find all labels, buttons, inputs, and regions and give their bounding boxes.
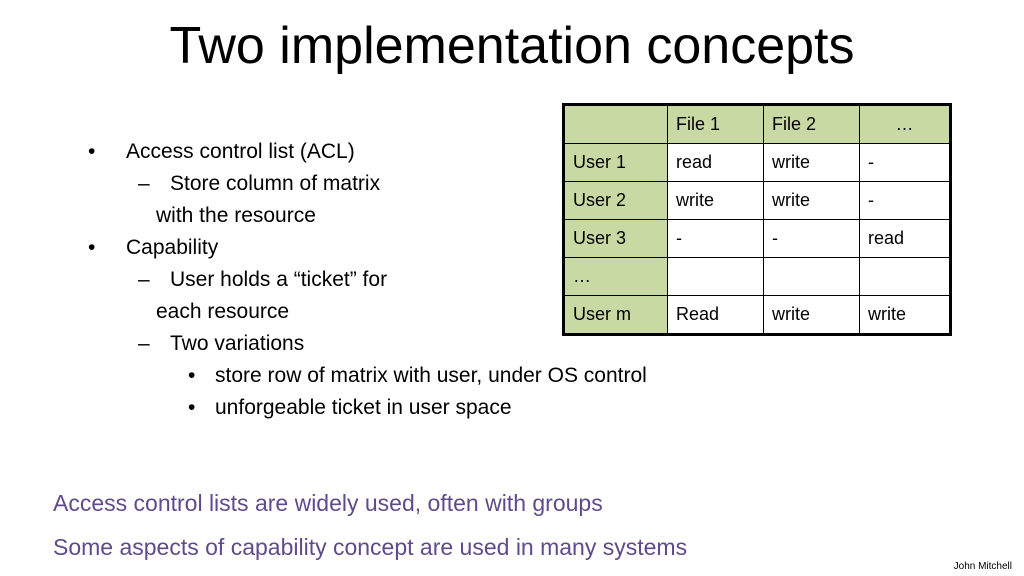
row-header-user-1: User 1 [564,144,668,182]
bullet-mark: • [88,236,96,259]
table-cell: - [860,182,951,220]
table-row [564,144,951,182]
table-corner-cell [564,105,668,144]
row-header-user-3: User 3 [564,220,668,258]
table-cell: write [764,296,860,335]
table-cell: write [764,144,860,182]
sub-bullet-cap-1-continuation: each resource [156,300,290,323]
table-row [564,220,951,258]
slide-title: Two implementation concepts [169,17,855,75]
bullet-capability-text: Capability [126,236,219,259]
table-cell [668,258,764,296]
bullet-mark: • [188,396,196,419]
variation-1-text: store row of matrix with user, under OS control [215,364,647,387]
row-header-user-2: User 2 [564,182,668,220]
sub-bullet-cap-2-text: Two variations [170,332,305,355]
variation-2-text: unforgeable ticket in user space [215,396,512,419]
table-cell: - [860,144,951,182]
row-header-user-m: User m [564,296,668,335]
row-header-ellipsis: … [564,258,668,296]
table-cell: read [668,144,764,182]
table-cell: - [764,220,860,258]
dash-mark: – [138,172,150,195]
column-header-file-1: File 1 [668,105,764,144]
dash-mark: – [138,332,150,355]
footer-line-1: Access control lists are widely used, often with groups [53,490,603,516]
table-row [564,258,951,296]
table-cell: read [860,220,951,258]
table-row [564,182,951,220]
variation-1 [88,360,647,392]
table-cell [860,258,951,296]
table-cell: write [764,182,860,220]
access-matrix-table [562,103,952,336]
sub-bullet-acl-1-continuation: with the resource [156,204,316,227]
table-header-row [564,105,951,144]
column-header-ellipsis: … [860,105,951,144]
column-header-file-2: File 2 [764,105,860,144]
table-cell [764,258,860,296]
bullet-mark: • [88,140,96,163]
bullet-acl-text: Access control list (ACL) [126,140,355,163]
table-cell: Read [668,296,764,335]
dash-mark: – [138,268,150,291]
table-row [564,296,951,335]
author-credit: John Mitchell [953,561,1012,572]
bullet-mark: • [188,364,196,387]
table-cell: - [668,220,764,258]
table-cell: write [860,296,951,335]
sub-bullet-acl-1-text: Store column of matrix [170,172,381,195]
table-cell: write [668,182,764,220]
sub-bullet-cap-1-text: User holds a “ticket” for [170,268,388,291]
footer-line-2: Some aspects of capability concept are used in many systems [53,534,688,560]
variation-2 [88,392,647,424]
